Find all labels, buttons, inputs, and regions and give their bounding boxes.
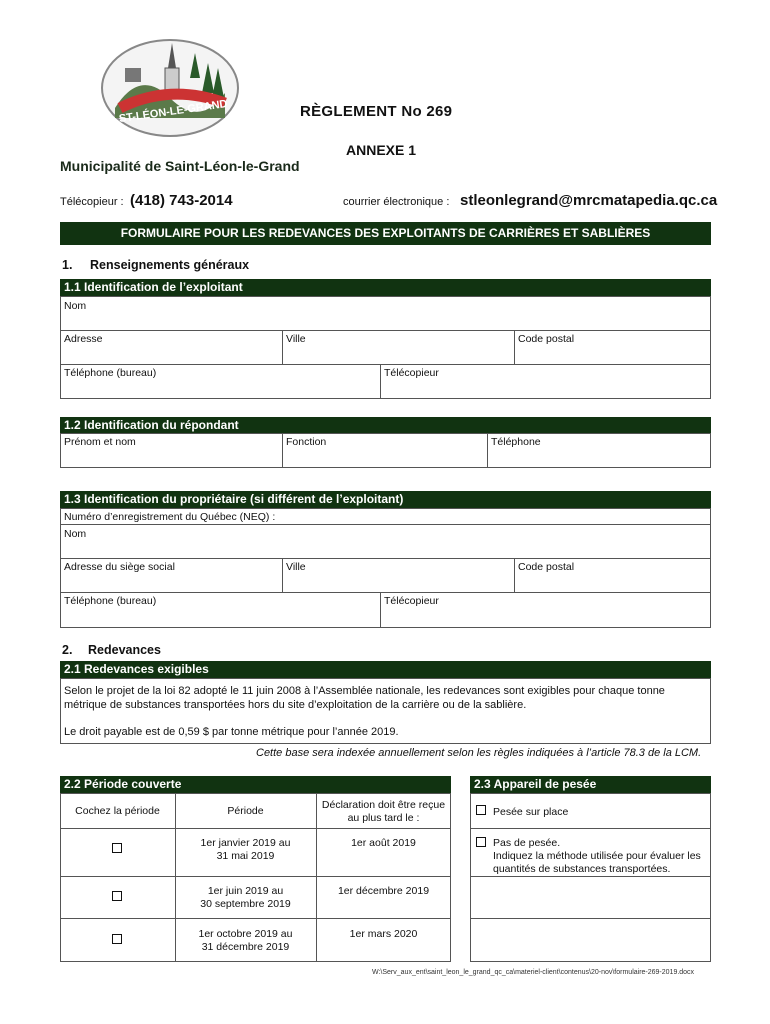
repondant-fonction-field[interactable]: Fonction [286, 436, 327, 448]
periode-2-dates: 1er juin 2019 au 30 septembre 2019 [200, 885, 291, 910]
repondant-telephone-field[interactable]: Téléphone [491, 436, 541, 448]
col-header-cochez: Cochez la période [75, 805, 160, 817]
regulation-title: RÈGLEMENT No 269 [300, 103, 453, 120]
fax-number: (418) 743-2014 [130, 192, 233, 209]
section-2-2-header: 2.2 Période couverte [60, 776, 451, 793]
municipality-logo [100, 38, 240, 138]
proprietaire-telecopieur-field[interactable]: Télécopieur [384, 595, 439, 607]
fax-label: Télécopieur : [60, 196, 124, 208]
periode-2-deadline: 1er décembre 2019 [337, 885, 430, 897]
periode-3-deadline: 1er mars 2020 [349, 928, 418, 940]
section-1-2-header: 1.2 Identification du répondant [60, 417, 711, 434]
exploitant-adresse-field[interactable]: Adresse [64, 333, 103, 345]
repondant-nom-field[interactable]: Prénom et nom [64, 436, 136, 448]
proprietaire-nom-field[interactable]: Nom [64, 528, 87, 540]
section-1-number: 1. [62, 258, 73, 272]
section-1-2-box [60, 433, 711, 468]
pas-de-pesee-label: Pas de pesée. Indiquez la méthode utilisée pour évaluer les quantités de substances transportées. [493, 837, 701, 875]
file-path-footer: W:\Serv_aux_ent\saint_leon_le_grand_qc_ca\materiel-client\contenus\20-nov\formulaire-269-2019.docx [372, 969, 695, 976]
proprietaire-ville-field[interactable]: Ville [286, 561, 306, 573]
logo-text: ST-LÉON-LE-GRAND [118, 98, 229, 126]
periode-3-dates: 1er octobre 2019 au 31 décembre 2019 [198, 928, 293, 953]
section-2-number: 2. [62, 643, 73, 657]
droit-payable-text: Le droit payable est de 0,59 $ par tonne métrique pour l’année 2019. [64, 726, 399, 738]
section-1-title: Renseignements généraux [90, 258, 250, 272]
pas-de-pesee-checkbox[interactable] [476, 837, 486, 847]
col-header-declaration: Déclaration doit être reçue au plus tard le : [321, 799, 446, 824]
section-1-1-box [60, 296, 711, 399]
proprietaire-telephone-field[interactable]: Téléphone (bureau) [64, 595, 157, 607]
periode-1-deadline: 1er août 2019 [351, 837, 416, 849]
col-header-periode: Période [227, 805, 264, 817]
form-banner: FORMULAIRE POUR LES REDEVANCES DES EXPLOITANTS DE CARRIÈRES ET SABLIÈRES [60, 222, 711, 245]
section-2-3-header: 2.3 Appareil de pesée [470, 776, 711, 793]
section-2-title: Redevances [88, 643, 161, 657]
email-label: courrier électronique : [343, 196, 450, 208]
annexe-label: ANNEXE 1 [346, 142, 417, 158]
exploitant-ville-field[interactable]: Ville [286, 333, 306, 345]
section-2-1-header: 2.1 Redevances exigibles [60, 661, 711, 678]
pesee-box [470, 793, 711, 962]
redevances-paragraph-line-1: Selon le projet de la loi 82 adopté le 11 juin 2008 à l’Assemblée nationale, les redevances sont exigibles pour chaque tonne [64, 685, 665, 697]
periode-1-checkbox[interactable] [112, 843, 122, 853]
exploitant-nom-field[interactable]: Nom [64, 300, 87, 312]
pesee-sur-place-label: Pesée sur place [493, 806, 569, 818]
periode-2-checkbox[interactable] [112, 891, 122, 901]
municipality-name: Municipalité de Saint-Léon-le-Grand [60, 158, 300, 174]
proprietaire-adresse-field[interactable]: Adresse du siège social [64, 561, 175, 573]
periode-3-checkbox[interactable] [112, 934, 122, 944]
proprietaire-code-postal-field[interactable]: Code postal [518, 561, 575, 573]
redevances-paragraph-line-2: métrique de substances transportées hors du site d’exploitation de la carrière ou de la sablière. [64, 699, 527, 711]
exploitant-code-postal-field[interactable]: Code postal [518, 333, 575, 345]
email-address[interactable]: stleonlegrand@mrcmatapedia.qc.ca [460, 192, 718, 209]
periode-1-dates: 1er janvier 2019 au 31 mai 2019 [200, 837, 291, 862]
proprietaire-neq-field[interactable]: Numéro d’enregistrement du Québec (NEQ) : [64, 511, 276, 523]
section-1-1-header: 1.1 Identification de l’exploitant [60, 279, 711, 296]
exploitant-telephone-field[interactable]: Téléphone (bureau) [64, 367, 157, 379]
pesee-sur-place-checkbox[interactable] [476, 805, 486, 815]
indexation-note: Cette base sera indexée annuellement selon les règles indiquées à l’article 78.3 de la LCM. [256, 747, 702, 759]
section-1-3-header: 1.3 Identification du propriétaire (si différent de l’exploitant) [60, 491, 711, 508]
exploitant-telecopieur-field[interactable]: Télécopieur [384, 367, 439, 379]
